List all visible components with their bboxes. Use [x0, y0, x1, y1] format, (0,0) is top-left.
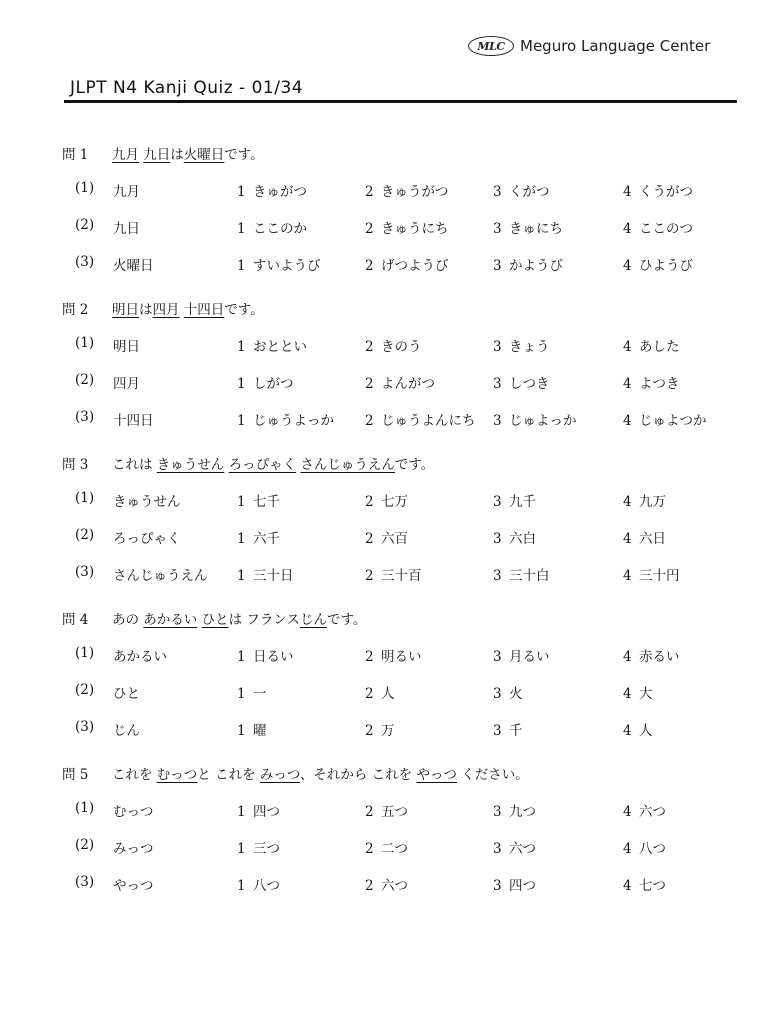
option-text: よつき [639, 376, 680, 392]
option-text: 火 [509, 686, 523, 702]
option-number: 3 [493, 841, 502, 857]
quiz-item-row [75, 254, 765, 274]
sentence-text: です。 [394, 457, 435, 473]
answer-option[interactable] [493, 837, 536, 857]
option-number: 2 [365, 258, 374, 274]
option-number: 1 [237, 649, 246, 665]
option-number: 1 [237, 686, 246, 702]
sentence-text: です。 [326, 612, 367, 628]
option-text: 五つ [381, 804, 408, 820]
answer-option[interactable] [365, 335, 422, 355]
answer-option[interactable] [623, 335, 680, 355]
answer-option[interactable] [493, 800, 536, 820]
option-text: ここのか [253, 221, 307, 237]
option-number: 2 [365, 878, 374, 894]
answer-option[interactable] [623, 254, 693, 274]
option-text: 曜 [253, 723, 267, 739]
underlined-target: じん [299, 612, 327, 628]
underlined-target: 九月 [112, 147, 139, 163]
option-text: しがつ [253, 376, 294, 392]
answer-option[interactable] [237, 837, 280, 857]
answer-option[interactable] [493, 409, 577, 429]
option-text: 六つ [639, 804, 666, 820]
option-text: 八つ [253, 878, 280, 894]
quiz-item-row [75, 335, 765, 355]
option-text: 人 [639, 723, 653, 739]
answer-option[interactable] [623, 800, 666, 820]
quiz-item-row [75, 409, 765, 429]
sentence-text: これを [112, 767, 157, 783]
option-number: 1 [237, 723, 246, 739]
answer-option[interactable] [493, 490, 536, 510]
underlined-target: 十四日 [183, 302, 225, 318]
option-number: 3 [493, 413, 502, 429]
option-number: 1 [237, 339, 246, 355]
brand-header [468, 35, 710, 57]
item-word: むっつ [113, 804, 154, 820]
quiz-item-row [75, 527, 765, 547]
answer-option[interactable] [493, 372, 550, 392]
answer-option[interactable] [493, 645, 550, 665]
underlined-target: むっつ [156, 767, 198, 783]
item-word: みっつ [113, 841, 154, 857]
option-number: 3 [493, 804, 502, 820]
underlined-target: ろっぴゃく [228, 457, 297, 473]
underlined-target: きゅうせん [156, 457, 225, 473]
answer-option[interactable] [493, 874, 536, 894]
item-number: (1) [75, 645, 95, 661]
quiz-item-row [75, 682, 765, 702]
option-number: 2 [365, 723, 374, 739]
answer-option[interactable] [623, 837, 666, 857]
answer-option[interactable] [365, 180, 449, 200]
answer-option[interactable] [493, 180, 550, 200]
item-number: (3) [75, 409, 95, 425]
question-prompt [62, 763, 529, 783]
answer-option[interactable] [237, 372, 294, 392]
answer-option[interactable] [237, 490, 280, 510]
option-text: きのう [381, 339, 422, 355]
option-number: 4 [623, 686, 632, 702]
option-text: ここのつ [639, 221, 693, 237]
item-number: (1) [75, 335, 95, 351]
brand-name: Meguro Language Center [520, 37, 711, 55]
answer-option[interactable] [237, 800, 280, 820]
page-title: JLPT N4 Kanji Quiz - 01/34 [70, 78, 304, 98]
option-text: 七千 [253, 494, 280, 510]
option-text: きゅにち [509, 221, 563, 237]
answer-option[interactable] [365, 217, 449, 237]
item-number: (1) [75, 800, 95, 816]
option-text: 明るい [381, 649, 422, 665]
sentence-text: 、それから これを [299, 767, 417, 783]
question-prompt [62, 143, 264, 163]
item-number: (3) [75, 564, 95, 580]
option-text: 月るい [509, 649, 550, 665]
answer-option[interactable] [365, 409, 476, 429]
item-word: 明日 [113, 339, 140, 355]
answer-option[interactable] [237, 564, 294, 584]
option-number: 3 [493, 339, 502, 355]
option-number: 1 [237, 878, 246, 894]
item-word: 九日 [113, 221, 140, 237]
item-word: さんじゅうえん [113, 568, 208, 584]
underlined-target: さんじゅうえん [300, 457, 395, 473]
answer-option[interactable] [365, 874, 408, 894]
quiz-item-row [75, 564, 765, 584]
answer-option[interactable] [237, 719, 267, 739]
item-number: (2) [75, 837, 95, 853]
item-number: (2) [75, 682, 95, 698]
quiz-item-row [75, 837, 765, 857]
option-number: 3 [493, 723, 502, 739]
answer-option[interactable] [493, 564, 550, 584]
item-number: (1) [75, 490, 95, 506]
option-number: 4 [623, 878, 632, 894]
answer-option[interactable] [237, 682, 267, 702]
option-text: 人 [381, 686, 395, 702]
sentence-text: は [139, 302, 153, 318]
quiz-item-row [75, 645, 765, 665]
quiz-item-row [75, 372, 765, 392]
answer-option[interactable] [237, 335, 307, 355]
sentence-text: です。 [224, 302, 264, 318]
quiz-item-row [75, 874, 765, 894]
item-word: ひと [113, 686, 140, 702]
answer-option[interactable] [365, 645, 422, 665]
option-text: 七万 [381, 494, 408, 510]
option-text: 三つ [253, 841, 280, 857]
option-text: 三十円 [639, 568, 680, 584]
answer-option[interactable] [237, 217, 307, 237]
answer-option[interactable] [365, 254, 449, 274]
answer-option[interactable] [237, 409, 334, 429]
answer-option[interactable] [237, 874, 280, 894]
option-number: 4 [623, 184, 632, 200]
answer-option[interactable] [623, 564, 680, 584]
option-number: 2 [365, 804, 374, 820]
option-text: 九千 [509, 494, 536, 510]
underlined-target: 四月 [152, 302, 180, 318]
answer-option[interactable] [365, 490, 408, 510]
option-text: 万 [381, 723, 395, 739]
option-text: じゅよっか [509, 413, 577, 429]
question-number: 問 2 [62, 302, 89, 318]
sentence-text: ください。 [456, 767, 529, 783]
item-number: (2) [75, 372, 95, 388]
underlined-target: 明日 [112, 302, 139, 318]
option-number: 2 [365, 649, 374, 665]
quiz-item-row [75, 719, 765, 739]
option-number: 4 [623, 339, 632, 355]
option-number: 1 [237, 376, 246, 392]
option-text: 八つ [639, 841, 666, 857]
answer-option[interactable] [237, 527, 280, 547]
option-number: 1 [237, 184, 246, 200]
option-text: 六日 [639, 531, 666, 547]
quiz-item-row [75, 490, 765, 510]
option-number: 4 [623, 568, 632, 584]
option-number: 2 [365, 494, 374, 510]
answer-option[interactable] [493, 719, 523, 739]
option-text: 七つ [639, 878, 666, 894]
mlc-logo-icon: MLC [468, 36, 514, 56]
answer-option[interactable] [365, 564, 422, 584]
option-number: 2 [365, 413, 374, 429]
option-text: 三十白 [509, 568, 550, 584]
item-word: 四月 [113, 376, 140, 392]
question-number: 問 3 [62, 457, 89, 473]
answer-option[interactable] [237, 254, 321, 274]
question-number: 問 5 [62, 767, 89, 783]
option-number: 3 [493, 649, 502, 665]
answer-option[interactable] [623, 874, 666, 894]
answer-option[interactable] [365, 372, 435, 392]
option-text: じゅうよんにち [381, 413, 476, 429]
option-number: 3 [493, 376, 502, 392]
answer-option[interactable] [493, 527, 536, 547]
option-number: 4 [623, 649, 632, 665]
quiz-item-row [75, 217, 765, 237]
option-number: 3 [493, 686, 502, 702]
sentence-text: は フランス [228, 612, 300, 628]
underlined-target: やっつ [416, 767, 457, 783]
quiz-item-row [75, 800, 765, 820]
answer-option[interactable] [365, 800, 408, 820]
option-text: 九つ [509, 804, 536, 820]
option-number: 3 [493, 568, 502, 584]
option-text: 四つ [509, 878, 536, 894]
underlined-target: 九日 [143, 147, 171, 163]
option-text: 三十百 [381, 568, 422, 584]
underlined-target: みっつ [259, 767, 300, 783]
option-number: 3 [493, 221, 502, 237]
sentence-text: と これを [197, 767, 260, 783]
option-number: 2 [365, 376, 374, 392]
option-number: 4 [623, 531, 632, 547]
option-text: 三十日 [253, 568, 294, 584]
option-text: 大 [639, 686, 653, 702]
answer-option[interactable] [365, 837, 408, 857]
item-number: (3) [75, 254, 95, 270]
option-text: げつようび [381, 258, 449, 274]
option-number: 4 [623, 221, 632, 237]
item-number: (3) [75, 874, 95, 890]
option-text: 日るい [253, 649, 294, 665]
option-number: 3 [493, 494, 502, 510]
option-text: あした [639, 339, 680, 355]
option-number: 4 [623, 494, 632, 510]
option-number: 4 [623, 258, 632, 274]
option-text: 六白 [509, 531, 536, 547]
option-number: 1 [237, 841, 246, 857]
option-number: 3 [493, 184, 502, 200]
option-text: よんがつ [381, 376, 435, 392]
option-text: きゅがつ [253, 184, 307, 200]
answer-option[interactable] [237, 180, 307, 200]
answer-option[interactable] [237, 645, 294, 665]
item-word: 九月 [113, 184, 140, 200]
answer-option[interactable] [623, 719, 653, 739]
option-text: おととい [253, 339, 307, 355]
option-number: 2 [365, 686, 374, 702]
option-number: 4 [623, 413, 632, 429]
answer-option[interactable] [623, 645, 680, 665]
option-number: 3 [493, 878, 502, 894]
underlined-target: あかるい [143, 612, 198, 628]
option-number: 1 [237, 494, 246, 510]
option-number: 2 [365, 568, 374, 584]
answer-option[interactable] [493, 254, 563, 274]
answer-option[interactable] [493, 335, 550, 355]
option-number: 2 [365, 184, 374, 200]
option-text: かようび [509, 258, 563, 274]
answer-option[interactable] [623, 180, 693, 200]
option-text: 九万 [639, 494, 666, 510]
answer-option[interactable] [493, 682, 523, 702]
item-word: じん [113, 723, 140, 739]
sentence-text: です。 [224, 147, 264, 163]
answer-option[interactable] [365, 682, 395, 702]
item-word: 十四日 [113, 413, 154, 429]
option-text: きゅうがつ [381, 184, 449, 200]
option-text: 赤るい [639, 649, 680, 665]
option-text: ひようび [639, 258, 693, 274]
sentence-text: は [170, 147, 184, 163]
underlined-target: ひと [201, 612, 229, 628]
option-text: 二つ [381, 841, 408, 857]
option-text: くうがつ [639, 184, 693, 200]
item-word: やっつ [113, 878, 154, 894]
answer-option[interactable] [623, 682, 653, 702]
answer-option[interactable] [623, 217, 693, 237]
question-prompt [62, 608, 366, 628]
answer-option[interactable] [623, 527, 666, 547]
item-word: ろっぴゃく [113, 531, 181, 547]
option-number: 1 [237, 804, 246, 820]
option-text: くがつ [509, 184, 550, 200]
answer-option[interactable] [365, 527, 408, 547]
option-number: 1 [237, 568, 246, 584]
item-number: (2) [75, 527, 95, 543]
question-prompt [62, 453, 434, 473]
option-number: 1 [237, 221, 246, 237]
answer-option[interactable] [365, 719, 395, 739]
item-number: (3) [75, 719, 95, 735]
answer-option[interactable] [623, 409, 707, 429]
option-number: 4 [623, 841, 632, 857]
option-number: 2 [365, 339, 374, 355]
underlined-target: 火曜日 [183, 147, 225, 163]
option-number: 3 [493, 258, 502, 274]
option-text: しつき [509, 376, 550, 392]
option-number: 4 [623, 723, 632, 739]
item-number: (1) [75, 180, 95, 196]
option-text: 四つ [253, 804, 280, 820]
answer-option[interactable] [623, 372, 680, 392]
question-number: 問 4 [62, 612, 89, 628]
option-text: じゅよつか [639, 413, 707, 429]
item-word: あかるい [113, 649, 167, 665]
sentence-text: これは [112, 457, 157, 473]
option-number: 4 [623, 376, 632, 392]
option-text: 六百 [381, 531, 408, 547]
answer-option[interactable] [493, 217, 563, 237]
option-number: 1 [237, 258, 246, 274]
item-word: 火曜日 [113, 258, 154, 274]
item-word: きゅうせん [113, 494, 181, 510]
quiz-item-row [75, 180, 765, 200]
option-text: 千 [509, 723, 523, 739]
option-text: 一 [253, 686, 267, 702]
option-text: 六つ [381, 878, 408, 894]
option-text: 六千 [253, 531, 280, 547]
option-text: きゅうにち [381, 221, 449, 237]
answer-option[interactable] [623, 490, 666, 510]
sentence-text: あの [112, 612, 144, 628]
option-number: 2 [365, 221, 374, 237]
option-number: 2 [365, 531, 374, 547]
item-number: (2) [75, 217, 95, 233]
question-prompt [62, 298, 264, 318]
option-text: きょう [509, 339, 550, 355]
option-text: すいようび [253, 258, 321, 274]
option-text: 六つ [509, 841, 536, 857]
option-text: じゅうよっか [253, 413, 334, 429]
option-number: 1 [237, 413, 246, 429]
option-number: 4 [623, 804, 632, 820]
option-number: 1 [237, 531, 246, 547]
title-divider [64, 100, 737, 103]
option-number: 3 [493, 531, 502, 547]
option-number: 2 [365, 841, 374, 857]
question-number: 問 1 [62, 147, 89, 163]
